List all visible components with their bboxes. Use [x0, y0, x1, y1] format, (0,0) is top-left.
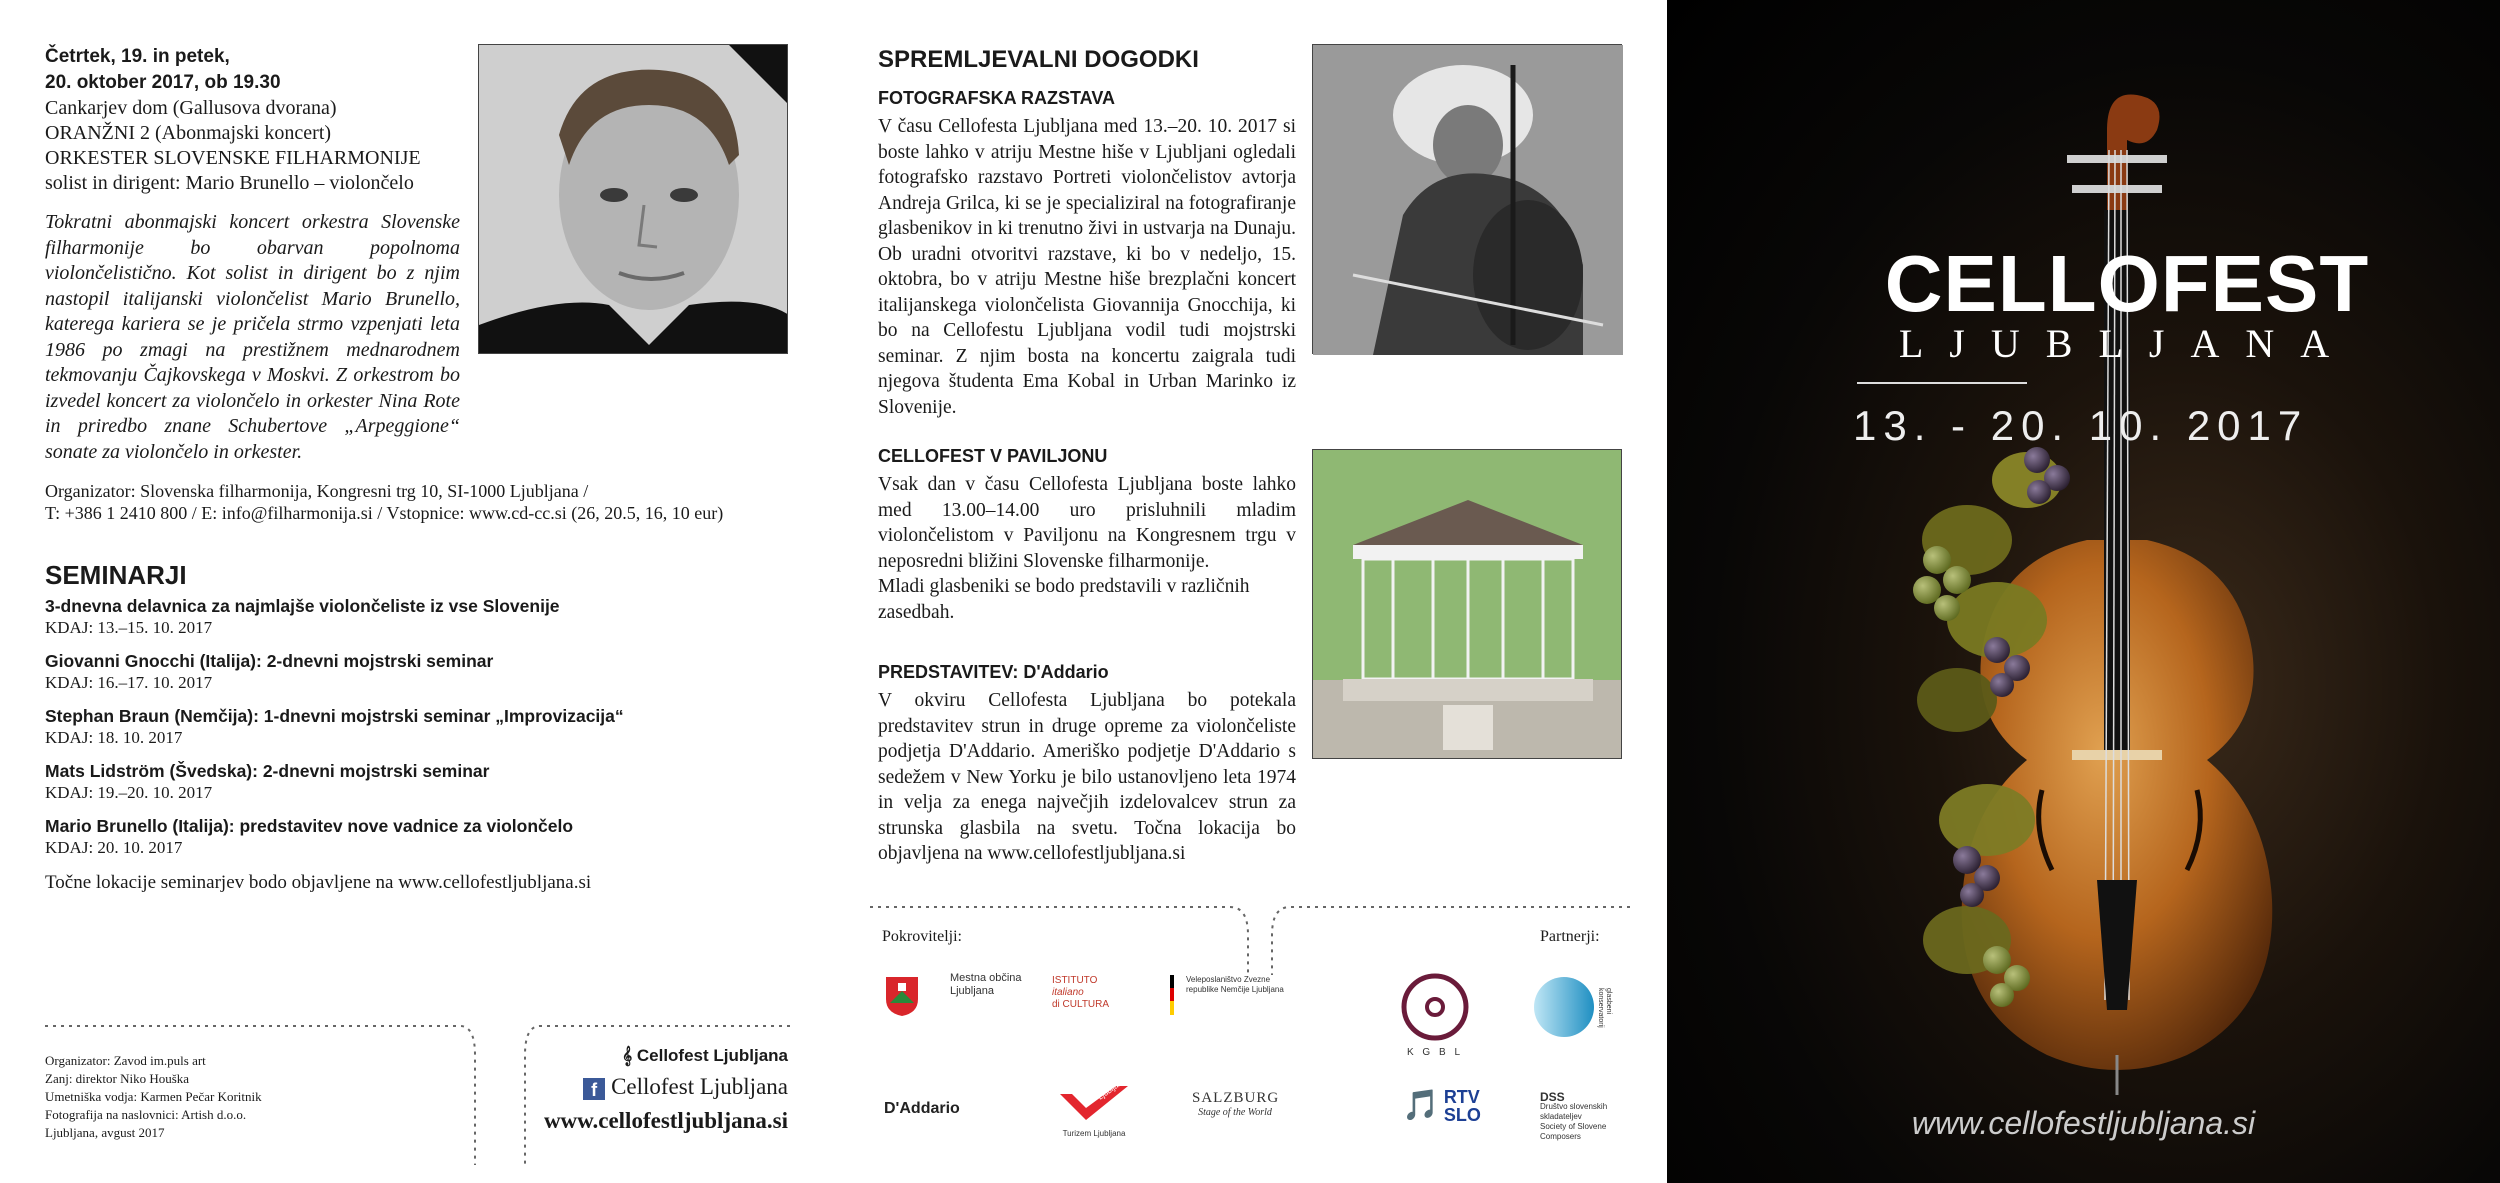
photo-exhibition-title: FOTOGRAFSKA RAZSTAVA: [878, 88, 1115, 108]
concert-soloist: solist in dirigent: Mario Brunello – violončelo: [45, 172, 414, 194]
seminar-when: KDAJ: 19.–20. 10. 2017: [45, 783, 213, 802]
rtv-slo-logo: 🎵 RTV SLO: [1402, 1087, 1481, 1125]
seminars-note: Točne lokacije seminarjev bodo objavljene na www.cellofestljubljana.si: [45, 872, 592, 893]
turizem-check-icon: [1056, 1082, 1132, 1124]
turizem-text: Turizem Ljubljana: [1062, 1129, 1126, 1138]
concert-series: ORANŽNI 2 (Abonmajski koncert): [45, 122, 332, 144]
cellist-image: [1313, 45, 1623, 355]
mol-logo: [884, 975, 920, 1022]
pavilion-image: [1313, 450, 1622, 759]
daddario-logo: D'Addario: [884, 1100, 960, 1117]
seminars-heading: SEMINARJI: [45, 560, 187, 590]
concert-venue: Cankarjev dom (Gallusova dvorana): [45, 97, 337, 119]
seminar-title: 3-dnevna delavnica za najmlajše violončeliste iz vse Slovenije: [45, 596, 560, 616]
kgbl-circle-icon: [1400, 972, 1470, 1042]
cello-illustration: [1667, 0, 2500, 1183]
seminar-title: Stephan Braun (Nemčija): 1-dnevni mojstrski seminar „Improvizacija“: [45, 706, 624, 726]
rtv-figure-icon: 🎵: [1402, 1089, 1440, 1122]
brand-logo-text: 𝄞 Cellofest Ljubljana: [622, 1046, 788, 1065]
photo-exhibition-body: V času Cellofesta Ljubljana med 13.–20. 10. 2017 si boste lahko v atriju Mestne hiše v Ljubljani ogledali fotografsko razstavo Portreti violončelistov avtorja Andreja Grilca, ki se je specializiral na fotografiranje glasbenikov in ki trenutno živi in ustvarja na Dunaju. Ob uradni otvoritvi razstave, ki bo v nedeljo, 15. oktobra, bo v atriju Mestne hiše brezplačni koncert italijanskega violončelista Giovannija Gnocchija, ki bo na Cellofestu Ljubljana vodil tudi mojstrski seminar. Z njim bosta na koncertu zaigrala tudi njegova študenta Ema Kobal in Urban Marinko iz Slovenije.: [878, 116, 1296, 418]
german-embassy-logo: [1170, 975, 1184, 1020]
german-embassy-text: Veleposlaništvo Zvezne republike Nemčije Ljubljana: [1186, 975, 1284, 994]
turizem-mark-text: Ljubljana: [1095, 1082, 1128, 1102]
facebook-icon: f: [583, 1078, 605, 1100]
cover-dates: 13. - 20. 10. 2017: [1853, 402, 2309, 449]
cover-subtitle: LJUBLJANA: [1898, 321, 2356, 366]
organizer-line1: Organizator: Slovenska filharmonija, Kongresni trg 10, SI-1000 Ljubljana /: [45, 481, 589, 501]
seminar-when: KDAJ: 13.–15. 10. 2017: [45, 618, 213, 637]
pavilion-body-2: Mladi glasbeniki se bodo predstavili v različnih zasedbah.: [878, 576, 1250, 623]
seminar-title: Giovanni Gnocchi (Italija): 2-dnevni mojstrski seminar: [45, 651, 494, 671]
daddario-title: PREDSTAVITEV: D'Addario: [878, 662, 1109, 682]
partners-label: Partnerji:: [1540, 928, 1600, 945]
kgbl-logo: K G B L: [1400, 972, 1470, 1058]
credits-line: Umetniška vodja: Karmen Pečar Koritnik: [45, 1089, 262, 1104]
german-flag-icon: [1170, 975, 1184, 1015]
cover-panel: [1667, 0, 2500, 1183]
portrait-image: [479, 45, 788, 354]
arts-partner-logo: [1532, 972, 1612, 1047]
seminar-when: KDAJ: 20. 10. 2017: [45, 838, 183, 857]
blue-circle-icon: [1532, 972, 1602, 1042]
seminar-when: KDAJ: 18. 10. 2017: [45, 728, 183, 747]
credits-line: Fotografija na naslovnici: Artish d.o.o.: [45, 1107, 247, 1122]
cover-rule: [1857, 382, 2027, 384]
turizem-ljubljana-logo: [1056, 1082, 1132, 1138]
pavilion-body: Vsak dan v času Cellofesta Ljubljana boste lahko med 13.00–14.00 uro prisluhnili mladim violončelistom v Paviljonu na Kongresnem trgu v neposredni bližini Slovenske filharmonije.: [878, 474, 1296, 572]
seminar-item: [45, 815, 785, 858]
seminar-title: Mario Brunello (Italija): predstavitev nove vadnice za violončelo: [45, 816, 574, 836]
concert-orchestra: ORKESTER SLOVENSKE FILHARMONIJE: [45, 147, 421, 169]
dss-logo: DSS Društvo slovenskih skladateljev Society of Slovene Composers: [1540, 1090, 1608, 1141]
credits: [45, 1052, 262, 1142]
organizer-line2: T: +386 1 2410 800 / E: info@filharmonija.si / Vstopnice: www.cd-cc.si (26, 20.5, 16, 10 eur): [45, 503, 724, 523]
portrait-photo: [478, 44, 788, 354]
seminar-item: [45, 705, 785, 748]
credits-line: Organizator: Zavod im.puls art: [45, 1053, 206, 1068]
iic-logo: ISTITUTO italiano di CULTURA: [1052, 975, 1110, 1010]
concert-info: [45, 44, 465, 196]
seminar-item: [45, 760, 785, 803]
brand-block: [544, 1046, 788, 1134]
concert-description: Tokratni abonmajski koncert orkestra Slovenske filharmonije bo obarvan popolnoma violončelistično. Kot solist in dirigent bo z njim nastopil italijanski violončelist Mario Brunello, katerega kariera se je pričela strmo vzpenjati leta 1986 po zmagi na prestižnem mednarodnem tekmovanju Čajkovskega v Moskvi. Z orkestrom bo izvedel koncert za violončelo in orkester Nina Rote in priredbo znane Schubertove „Arpeggione“ sonate za violončelo in orkester.: [45, 211, 460, 463]
cello-logo-icon: 𝄞: [622, 1046, 637, 1065]
events-heading: SPREMLJEVALNI DOGODKI: [878, 46, 1199, 73]
salzburg-logo: SALZBURG Stage of the World: [1192, 1090, 1280, 1118]
mol-shield-icon: [884, 975, 920, 1017]
credits-line: Zanj: direktor Niko Houška: [45, 1071, 190, 1086]
sponsors-divider: [870, 905, 1630, 975]
organizer-info: [45, 480, 805, 524]
seminar-title: Mats Lidström (Švedska): 2-dnevni mojstrski seminar: [45, 761, 490, 781]
cover-website[interactable]: www.cellofestljubljana.si: [1911, 1105, 2256, 1141]
concert-date-line2: 20. oktober 2017, ob 19.30: [45, 72, 281, 93]
credits-line: Ljubljana, avgust 2017: [45, 1125, 165, 1140]
arts-partner-text: glasbeni konservatorij: [1597, 988, 1612, 1028]
website-link[interactable]: www.cellofestljubljana.si: [543, 1108, 788, 1133]
seminar-item: [45, 595, 785, 638]
daddario-body: V okviru Cellofesta Ljubljana bo potekala predstavitev strun in druge opreme za violončeliste podjetja D'Addario. Ameriško podjetje D'Addario s sedežem v New Yorku je bilo ustanovljeno leta 1974 in velja za enega največjih izdelovalcev strun za strunska glasbila na svetu. Točna lokacija bo objavljena na www.cellofestljubljana.si: [878, 690, 1296, 864]
pavilion-title: CELLOFEST V PAVILJONU: [878, 446, 1108, 466]
mol-text: Mestna občina Ljubljana: [950, 972, 1022, 997]
facebook-link[interactable]: f Cellofest Ljubljana: [544, 1074, 788, 1100]
concert-date-line1: Četrtek, 19. in petek,: [45, 46, 230, 67]
pavilion-photo: [1312, 449, 1622, 759]
seminar-item: [45, 650, 785, 693]
seminar-when: KDAJ: 16.–17. 10. 2017: [45, 673, 213, 692]
sponsors-label: Pokrovitelji:: [882, 928, 962, 945]
cover-title: CELLOFEST: [1884, 239, 2370, 328]
cellist-photo: [1312, 44, 1622, 354]
